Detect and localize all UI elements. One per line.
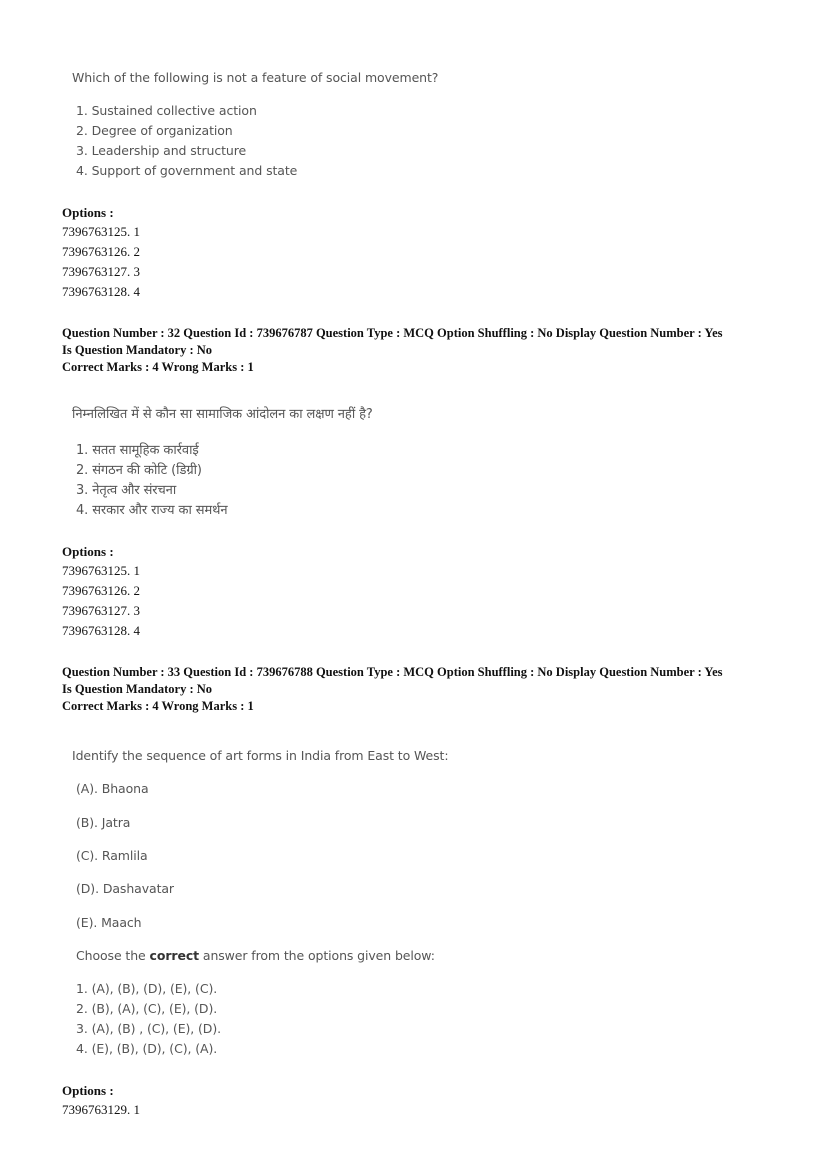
option-line: 7396763126. 2 <box>62 244 140 259</box>
question-33-item: 1. (A), (B), (D), (E), (C). <box>76 981 218 996</box>
question-32-item: 2. संगठन की कोटि (डिग्री) <box>76 463 202 478</box>
question-33-mandatory: Is Question Mandatory : No <box>62 682 213 696</box>
option-line: 7396763129. 1 <box>62 1102 140 1117</box>
question-31-image <box>72 70 492 190</box>
question-31-item: 3. Leadership and structure <box>76 143 247 158</box>
question-33-image <box>72 748 492 1068</box>
question-31-text: Which of the following is not a feature of social movement? <box>72 70 439 85</box>
question-33-item: 2. (B), (A), (C), (E), (D). <box>76 1001 218 1016</box>
question-33-item: 4. (E), (B), (D), (C), (A). <box>76 1041 218 1056</box>
question-32-image <box>72 404 472 524</box>
option-line: 7396763128. 4 <box>62 284 140 299</box>
question-32-text: निम्नलिखित में से कौन सा सामाजिक आंदोलन का लक्षण नहीं है? <box>72 407 373 422</box>
question-33-item: 3. (A), (B) , (C), (E), (D). <box>76 1021 221 1036</box>
question-33-meta: Question Number : 33 Question Id : 739676788 Question Type : MCQ Option Shuffling : No Display Question Number : Yes <box>62 665 723 679</box>
question-33-statement: (A). Bhaona <box>76 781 149 796</box>
option-line: 7396763127. 3 <box>62 264 140 279</box>
instruction-suffix: answer from the options given below: <box>199 948 435 963</box>
question-31-item: 2. Degree of organization <box>76 123 233 138</box>
question-32-marks: Correct Marks : 4 Wrong Marks : 1 <box>62 360 254 374</box>
question-33-statement: (C). Ramlila <box>76 848 148 863</box>
option-line: 7396763125. 1 <box>62 563 140 578</box>
question-32-item: 4. सरकार और राज्य का समर्थन <box>76 503 228 518</box>
option-line: 7396763128. 4 <box>62 623 140 638</box>
option-line: 7396763126. 2 <box>62 583 140 598</box>
option-line: 7396763125. 1 <box>62 224 140 239</box>
question-33-statement: (B). Jatra <box>76 815 131 830</box>
question-33-instruction <box>76 948 435 963</box>
question-33-statement: (E). Maach <box>76 915 142 930</box>
question-32-item: 1. सतत सामूहिक कार्रवाई <box>76 443 199 458</box>
question-33-marks: Correct Marks : 4 Wrong Marks : 1 <box>62 699 254 713</box>
instruction-emphasis: correct <box>149 948 200 963</box>
question-33-text: Identify the sequence of art forms in India from East to West: <box>72 748 449 763</box>
question-32-item: 3. नेतृत्व और संरचना <box>76 483 177 498</box>
question-31-item: 1. Sustained collective action <box>76 103 257 118</box>
question-32-mandatory: Is Question Mandatory : No <box>62 343 213 357</box>
question-32-meta: Question Number : 32 Question Id : 739676787 Question Type : MCQ Option Shuffling : No Display Question Number : Yes <box>62 326 723 340</box>
question-33-statement: (D). Dashavatar <box>76 881 174 896</box>
question-31-item: 4. Support of government and state <box>76 163 298 178</box>
instruction-prefix: Choose the <box>76 948 150 963</box>
option-line: 7396763127. 3 <box>62 603 140 618</box>
options-label: Options : <box>62 544 114 559</box>
options-label: Options : <box>62 1083 114 1098</box>
options-label: Options : <box>62 205 114 220</box>
